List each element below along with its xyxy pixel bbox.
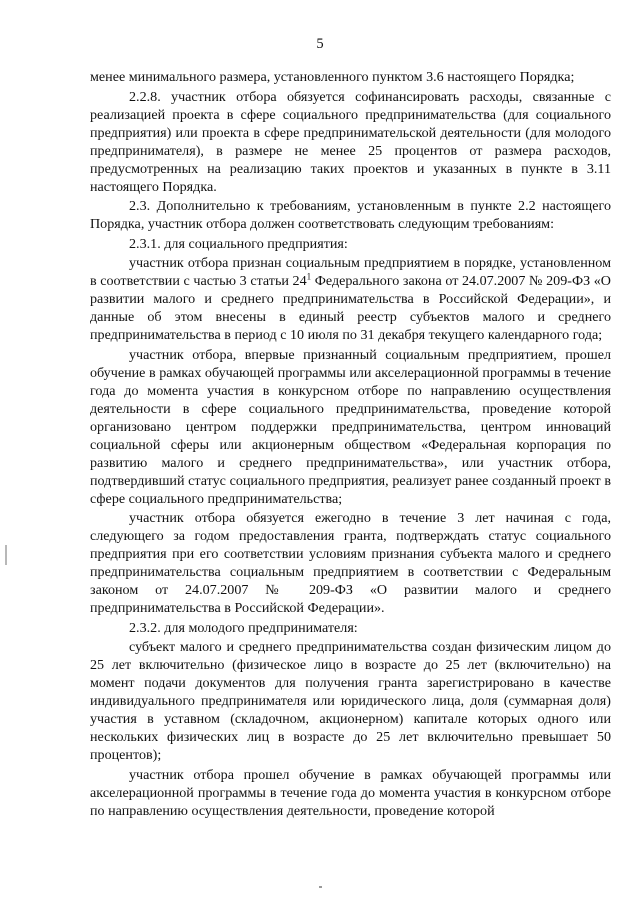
paragraph-text-before-superscript: участник отбора признан социальным предприятием в порядке, установленном в соответствии с частью 3 статьи 24 xyxy=(90,255,611,289)
scan-dot-mark xyxy=(319,886,322,888)
paragraph-young-entrepreneur-age: субъект малого и среднего предпринимательства создан физическим лицом до 25 лет включительно (физическое лицо в возрасте до 25 лет (включительно) на момент подачи документов для получения гранта зарегистрировано в качестве индивидуального предпринимателя или юридического лица, доля (суммарная доля) участия в уставном (складочном, акционерном) капитале которых одного или нескольких физических лиц в возрасте до 25 лет включительно превышает 50 процентов); xyxy=(90,639,611,763)
paragraph-2-3: 2.3. Дополнительно к требованиям, установленным в пункте 2.2 настоящего Порядка, участник отбора должен соответствовать следующим требованиям: xyxy=(90,198,611,232)
paragraph-social-annual-confirmation: участник отбора обязуется ежегодно в течение 3 лет начиная с года, следующего за годом предоставления гранта, подтверждать статус социального предприятия при его соответствии условиям признания субъекта малого и среднего предпринимательства социальным предприятием в соответствии с Федеральным законом от 24.07.2007 № 209-ФЗ «О развитии малого и среднего предпринимательства в Российской Федерации». xyxy=(90,510,611,616)
page-number: 5 xyxy=(316,36,324,52)
paragraph-2-3-1-heading: 2.3.1. для социального предприятия: xyxy=(129,235,348,252)
document-body xyxy=(90,68,611,820)
paragraph-text-after-superscript: Федерального закона от 24.07.2007 № 209-ФЗ «О развитии малого и среднего предпринимательства в Российской Федерации», и данные об этом внесены в единый реестр субъектов малого и среднего предпринимательства в период с 10 июля по 31 декабря текущего календарного года; xyxy=(90,273,611,343)
paragraph-social-enterprise-status xyxy=(90,254,611,344)
paragraph-social-training: участник отбора, впервые признанный социальным предприятием, прошел обучение в рамках обучающей программы или акселерационной программы в течение года до момента участия в конкурсном отборе по направлению осуществления деятельности в сфере социального предпринимательства, проведение которой организовано центром поддержки предпринимательства, центром инноваций социальной сферы или акционерным обществом «Федеральная корпорация по развитию малого и среднего предпринимательства», или участник отбора, подтвердивший статус социального предприятия, реализует ранее созданный проект в сфере социального предпринимательства; xyxy=(90,346,611,507)
paragraph-continuation: менее минимального размера, установленного пунктом 3.6 настоящего Порядка; xyxy=(90,69,575,85)
superscript-marker: 1 xyxy=(306,271,312,282)
paragraph-2-3-2-heading: 2.3.2. для молодого предпринимателя: xyxy=(129,619,358,636)
paragraph-young-entrepreneur-training: участник отбора прошел обучение в рамках обучающей программы или акселерационной программы в течение года до момента участия в конкурсном отборе по направлению осуществления деятельности, проведение которой xyxy=(90,766,611,819)
paragraph-2-2-8: 2.2.8. участник отбора обязуется софинансировать расходы, связанные с реализацией проекта в сфере социального предпринимательства (для социального предприятия) или проекта в сфере предпринимательской деятельности (для молодого предпринимателя), в размере не менее 25 процентов от размера расходов, предусмотренных на реализацию таких проектов и указанных в пункте в 3.11 настоящего Порядка. xyxy=(90,88,611,195)
scan-edge-mark xyxy=(5,545,7,565)
